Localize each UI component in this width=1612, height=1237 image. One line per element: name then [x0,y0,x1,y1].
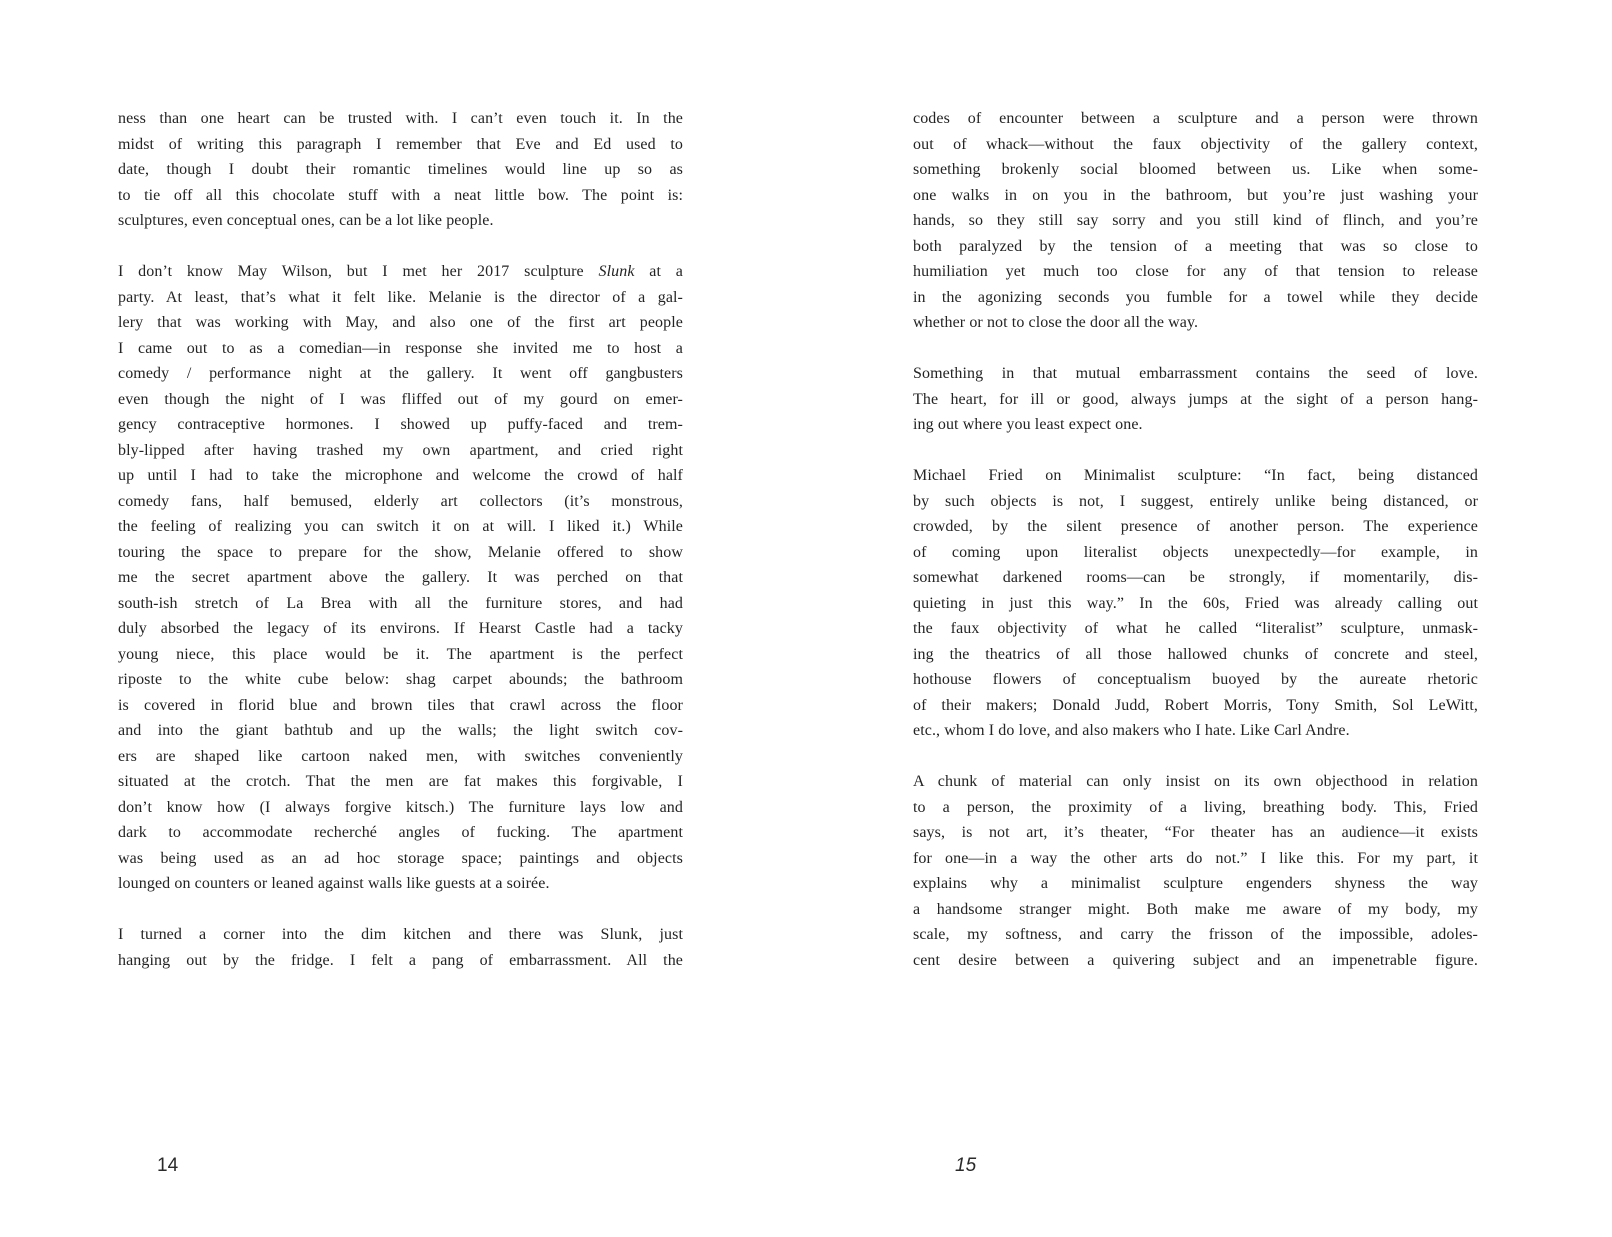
text-line: was being used as an ad hoc storage space; paintings and objects [118,849,683,867]
text-line: explains why a minimalist sculpture engenders shyness the way [913,875,1478,892]
text-line: etc., whom I do love, and also makers who I hate. Like Carl Andre. [913,722,1350,739]
text-line: hands, so they still say sorry and you still kind of flinch, and you’re [913,212,1478,229]
text-line: by such objects is not, I suggest, entirely unlike being distanced, or [913,492,1478,510]
text-line: I came out to as a comedian—in response she invited me to host a [118,339,683,357]
text-line: quieting in just this way.” In the 60s, Fried was already calling out [913,594,1478,612]
text-line: midst of writing this paragraph I remember that Eve and Ed used to [118,135,683,153]
text-line: in the agonizing seconds you fumble for a towel while they decide [913,288,1478,306]
text-line: humiliation yet much too close for any of that tension to release [913,263,1478,280]
text-line: lounged on counters or leaned against walls like guests at a soirée. [118,875,550,892]
text-line: me the secret apartment above the gallery. It was perched on that [118,569,683,586]
text-line: Something in that mutual embarrassment contains the seed of love. [913,365,1478,382]
text-line: dark to accommodate recherché angles of fucking. The apartment [118,824,683,841]
text-line: riposte to the white cube below: shag carpet abounds; the bathroom [118,671,683,688]
text-line: ing out where you least expect one. [913,416,1143,433]
text-line: scale, my softness, and carry the frisson of the impossible, adoles- [913,926,1478,943]
italic-text: Slunk [598,263,635,280]
text-line: date, though I doubt their romantic timelines would line up so as [118,161,683,178]
text-line: sculptures, even conceptual ones, can be a lot like people. [118,212,494,229]
text-line: up until I had to take the microphone and welcome the crowd of half [118,467,683,484]
text-line: I don’t know May Wilson, but I met her 2017 sculpture Slunk at a [118,263,683,280]
text-line: crowded, by the silent presence of another person. The experience [913,518,1478,535]
left-page-number: 14 [157,1155,179,1176]
text-line: situated at the crotch. That the men are fat makes this forgivable, I [118,773,683,790]
text-line: whether or not to close the door all the way. [913,314,1199,331]
text-line: don’t know how (I always forgive kitsch.) The furniture lays low and [118,798,683,816]
text-line: and into the giant bathtub and up the walls; the light switch cov- [118,722,683,739]
left-page-text-column [118,106,683,973]
paragraph [118,259,683,897]
text-line: I turned a corner into the dim kitchen and there was Slunk, just [118,926,683,943]
right-page-text-column [913,106,1478,973]
text-line: ing the theatrics of all those hallowed chunks of concrete and steel, [913,645,1478,663]
text-line: of their makers; Donald Judd, Robert Morris, Tony Smith, Sol LeWitt, [913,696,1478,714]
text-line: lery that was working with May, and also one of the first art people [118,314,683,331]
text-line: is covered in florid blue and brown tiles that crawl across the floor [118,696,683,714]
text-line: The heart, for ill or good, always jumps at the sight of a person hang- [913,390,1478,408]
text-line: both paralyzed by the tension of a meeting that was so close to [913,237,1478,255]
text-line: one walks in on you in the bathroom, but you’re just washing your [913,186,1478,204]
text-line: cent desire between a quivering subject and an impenetrable figure. [913,951,1478,969]
text-line: a handsome stranger might. Both make me aware of my body, my [913,900,1478,918]
text-line: even though the night of I was fliffed out of my gourd on emer- [118,390,683,408]
text-line: duly absorbed the legacy of its environs. If Hearst Castle had a tacky [118,620,683,637]
text-line: the faux objectivity of what he called “literalist” sculpture, unmask- [913,620,1478,637]
text-line: for one—in a way the other arts do not.” I like this. For my part, it [913,849,1478,867]
text-line: Michael Fried on Minimalist sculpture: “In fact, being distanced [913,467,1478,484]
text-line: touring the space to prepare for the show, Melanie offered to show [118,543,683,561]
text-line: young niece, this place would be it. The apartment is the perfect [118,645,683,663]
paragraph [913,769,1478,973]
text-line: bly-lipped after having trashed my own apartment, and cried right [118,441,683,459]
text-line: to tie off all this chocolate stuff with a neat little bow. The point is: [118,186,683,204]
text-line: somewhat darkened rooms—can be strongly, if momentarily, dis- [913,569,1478,586]
text-line: out of whack—without the faux objectivity of the gallery context, [913,135,1478,153]
text-line: south-ish stretch of La Brea with all the furniture stores, and had [118,594,683,612]
text-line: of coming upon literalist objects unexpectedly—for example, in [913,543,1478,561]
text-line: to a person, the proximity of a living, breathing body. This, Fried [913,798,1478,816]
paragraph [913,106,1478,336]
text-line: hanging out by the fridge. I felt a pang of embarrassment. All the [118,951,683,969]
text-line: comedy / performance night at the gallery. It went off gangbusters [118,365,683,382]
text-line: A chunk of material can only insist on its own objecthood in relation [913,773,1478,790]
text-line: hothouse flowers of conceptualism buoyed by the aureate rhetoric [913,671,1478,688]
paragraph [913,463,1478,744]
text-line: codes of encounter between a sculpture and a person were thrown [913,110,1478,127]
right-page-number: 15 [955,1155,977,1176]
text-line: says, is not art, it’s theater, “For theater has an audience—it exists [913,824,1478,841]
text-line: something brokenly social bloomed between us. Like when some- [913,161,1478,178]
paragraph [118,922,683,973]
paragraph [118,106,683,234]
paragraph [913,361,1478,438]
text-line: comedy fans, half bemused, elderly art collectors (it’s monstrous, [118,492,683,510]
text-line: ers are shaped like cartoon naked men, with switches conveniently [118,747,683,765]
text-line: the feeling of realizing you can switch it on at will. I liked it.) While [118,518,683,535]
text-line: party. At least, that’s what it felt like. Melanie is the director of a gal- [118,288,683,306]
text-line: ness than one heart can be trusted with. I can’t even touch it. In the [118,110,683,127]
text-line: gency contraceptive hormones. I showed up puffy-faced and trem- [118,416,683,433]
